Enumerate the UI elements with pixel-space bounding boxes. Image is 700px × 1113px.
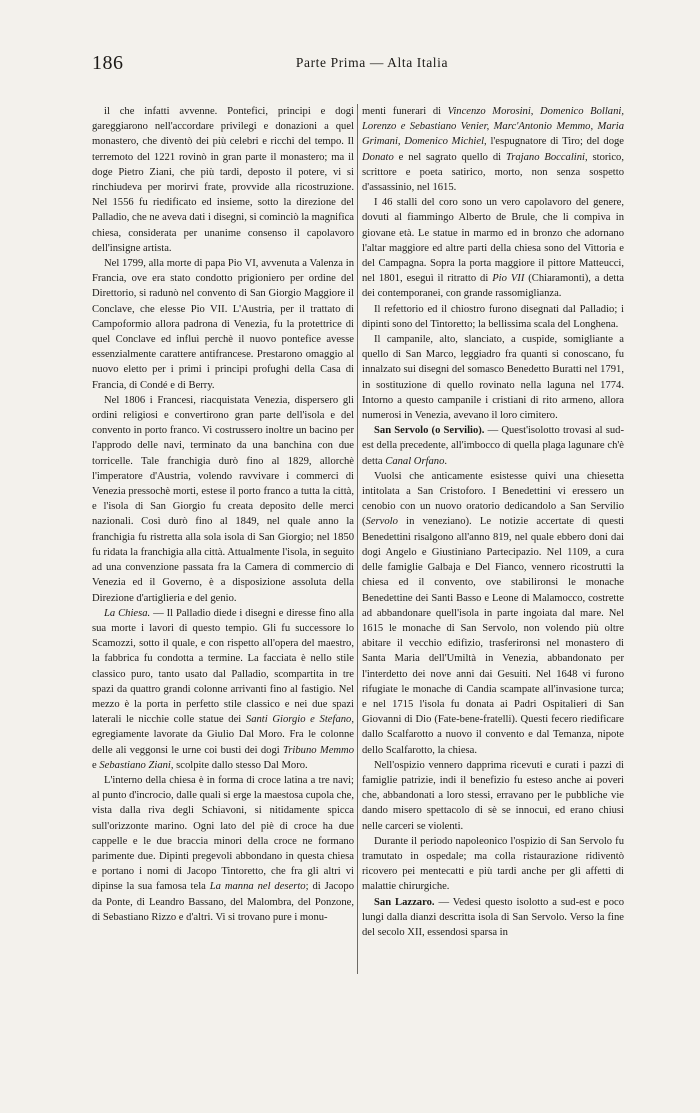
paragraph xyxy=(362,332,624,423)
text-run: , egregiamente lavorate da Giulio Dal Moro. Fra le colonne delle ali veggonsi le urne coi busti dei dogi xyxy=(92,714,354,756)
italic-text: Santi Giorgio e Stefano xyxy=(245,714,352,726)
paragraph xyxy=(92,773,354,925)
text-run: Vuolsi che anticamente esistesse quivi una chiesetta intitolata a San Cristoforo. I Benedettini vi eressero un cenobio con un nuovo oratorio dedicandolo a San Servilio ( xyxy=(362,470,624,528)
text-run: I 46 stalli del coro sono un vero capolavoro del genere, dovuti al fiammingo Alberto de Brule, che li compiva in giovane età. Le statue in marmo ed in bronzo che adornano l'altar maggiore ed altre parti della chiesa sono del Vittoria e del Campagna. Sopra la porta maggiore il pittore Matteucci, nel 1801, eseguì il ritratto di xyxy=(362,197,624,285)
italic-text: Canal Orfano xyxy=(385,455,445,467)
text-run: e nel sagrato quello di xyxy=(393,151,506,163)
paragraph xyxy=(362,195,624,301)
text-run: Nell'ospizio vennero dapprima ricevuti e curati i pazzi di famiglie patrizie, indi il benefizio fu esteso anche ai poveri che, abbandonati a loro stessi, erravano per le pubbliche vie dando misero spettacolo di sè se innocui, ed erano chiusi nelle carceri se violenti. xyxy=(362,759,624,832)
text-run: in veneziano). Le notizie accertate di questi Benedettini risalgono all'anno 819, nel quale ebbero doni dai dogi Angelo e Giustiniano Partecipazio. Nel 1109, a cura delle famiglie Galbaja e Del Fianco, vennero ricostrutti la chiesa ed il convento, ove stabilironsi le monache Benedettine dei Santi Basso e Leone di Malamocco, costrette ad abbandonare quell'isola in parte ingoiata dal mare. Nel 1615 le monache di San Servolo, non volendo più oltre abitare il vecchio edifizio, trasferironsi nel monastero di Santa Maria dell'Umiltà in Venezia, abbandonato per l'interdetto dei nove anni dai Gesuiti. Nel 1648 vi furono rifugiate le monache di Candia scampate all'invasione turca; e nel 1715 l'isola fu donata ai Padri Ospitalieri di San Giovanni di Dio (Fate-bene-fratelli). Questi fecero riedificare dallo Scalfarotto a nuovo il convento e dal Temanza, nipote dello Scalfarotto, la chiesa. xyxy=(362,516,624,756)
italic-text: Tribuno Memmo xyxy=(283,744,354,756)
text-run: — Vedesi questo isolotto a sud-est e poco lungi dalla dianzi descritta isola di San Servolo. Verso la fine del secolo XII, essendosi sparsa in xyxy=(362,896,624,938)
paragraph xyxy=(362,469,624,758)
text-run: menti funerari di xyxy=(362,106,448,117)
page-number: 186 xyxy=(92,52,124,74)
text-run: , l'espugnatore di Tiro; del doge xyxy=(484,136,624,148)
italic-text: Pio VII xyxy=(492,273,525,285)
paragraph xyxy=(92,606,354,773)
italic-text: Trajano Boccalini xyxy=(505,151,585,163)
text-run: — Quest'isolotto trovasi al sud-est della precedente, all'imbocco di quella plaga lagunare ch'è detta xyxy=(362,425,624,467)
paragraph xyxy=(362,895,624,941)
text-run: (Chiaramonti), a detta dei contemporanei, con grande rassomiglianza. xyxy=(362,273,624,300)
text-run: , storico, scrittore e poeta satirico, morto, non senza sospetto d'assassinio, nel 1615. xyxy=(362,151,624,194)
text-run: ; di Jacopo da Ponte, di Leandro Bassano, del Malombra, del Ponzone, di Sebastiano Rizzo e d'altri. Vi si trovano pure i monu- xyxy=(92,881,355,923)
italic-text: Vincenzo Morosini, Domenico Bollani, Lorenzo e Sebastiano Venier, Marc'Antonio Memmo, Maria Grimani, Domenico Michiel xyxy=(362,106,624,148)
section-heading: San Servolo (o Servilio). xyxy=(374,425,485,437)
paragraph xyxy=(92,393,354,606)
text-run: . xyxy=(444,455,448,467)
text-run: il che infatti avvenne. Pontefici, principi e dogi gareggiarono nell'accordare privilegi e donazioni a quel monastero, che diventò dei più celebri e ricchi del tempo. Il terremoto del 1221 rovinò in gran parte il monastero; ma il doge Pietro Ziani, che più tardi, deposto il potere, vi si rinchiudeva per morirvi frate, provvide alla ricostruzione. Nel 1556 fu riedificato ed insieme, sotto la direzione del Palladio, che ne aveva dati i disegni, si cominciò la magnifica chiesa, considerata per unanime consenso il capolavoro dell'insigne artista. xyxy=(92,106,354,254)
italic-text: La manna nel deserto xyxy=(209,881,306,893)
section-heading: San Lazzaro. xyxy=(374,896,435,908)
text-run: e xyxy=(92,759,100,771)
paragraph xyxy=(92,104,354,256)
right-column xyxy=(362,104,624,940)
paragraph xyxy=(362,302,624,332)
italic-text: Donato xyxy=(362,151,394,163)
paragraph xyxy=(362,758,624,834)
running-head: Parte Prima — Alta Italia xyxy=(295,55,449,70)
column-divider xyxy=(357,104,358,974)
text-run: Il refettorio ed il chiostro furono disegnati dal Palladio; i dipinti sono del Tintoretto; la bellissima scala del Longhena. xyxy=(362,303,624,330)
text-run: Nel 1806 i Francesi, riacquistata Venezia, dispersero gli ordini religiosi e convertirono gran parte dell'isola e del convento in porto franco. Vi costrussero inoltre un bacino per l'approdo delle navi, terminato da una banchina con due torricelle. Tale franchigia durò fino al 1829, allorchè l'imperatore d'Austria, volendo ravvivare i commerci di Venezia pressochè morti, estese il porto franco a tutta la città, e l'isola di San Giorgio fu creata deposito delle merci nazionali. Così durò fino al 1849, nel quale anno la franchigia fu ristretta alla sola isola di San Giorgio; nel 1850 fu ridata la franchigia alla città. Attualmente l'isola, in seguito ad una convenzione passata fra la Camera di commercio di Venezia ed il Governo, è a disposizione assoluta della Direzione d'artiglieria e del genio. xyxy=(92,394,354,604)
paragraph xyxy=(362,834,624,895)
paragraph xyxy=(362,423,624,469)
text-run: — Il Palladio diede i disegni e diresse fino alla sua morte i lavori di questo tempio. Gli fu successore lo Scamozzi, sotto il quale, e con rispetto all'opera del maestro, la fabbrica fu condotta a termine. La facciata è nello stile classico puro, tanto usato dal Palladio, scompartita in tre spazi da quattro grandi colonne arrivanti fino al fastigio. Nel mezzo è la porta in perfetto stile classico e nei due spazi laterali le nicchie colle statue dei xyxy=(92,607,354,726)
page-header xyxy=(92,52,612,76)
text-run: , scolpite dallo stesso Dal Moro. xyxy=(170,759,308,771)
paragraph xyxy=(362,104,624,195)
paragraph xyxy=(92,256,354,393)
text-run: Nel 1799, alla morte di papa Pio VI, avvenuta a Valenza in Francia, ove era stato condotto prigioniero per ordine del Direttorio, si radunò nel convento di San Giorgio Maggiore il Conclave, che elesse Pio VII. L'Austria, per il trattato di Campoformio allora padrona di Venezia, fu la protettrice di quel Conclave ed influì perchè il nuovo pontefice avesse essenzialmente carattere antifrancese. Prestarono omaggio al nuovo eletto per i primi i principi profughi della Casa di Francia, di Condé e di Berry. xyxy=(92,258,354,391)
italic-text: Servolo xyxy=(365,516,398,528)
italic-text: Sebastiano Ziani xyxy=(99,759,171,771)
italic-text: La Chiesa. xyxy=(104,607,151,619)
left-column xyxy=(92,104,354,925)
text-run: L'interno della chiesa è in forma di croce latina a tre navi; al punto d'incrocio, dalle quali si erge la maestosa cupola che, vista dalla riva degli Schiavoni, si nitidamente spicca sull'orizzonte marino. Ogni lato del piè di croce ha due cappelle e le due braccia minori della croce ne formano parimente due. Dipinti pregevoli abbondano in questa chiesa e portano i nomi di Jacopo Tintoretto, che fra gli altri vi dipinse la sua famosa tela xyxy=(92,774,354,893)
text-run: Il campanile, alto, slanciato, a cuspide, somigliante a quello di San Marco, leggiadro fra quanti si conoscano, fu innalzato sui disegni del somasco Benedetto Buratti nel 1791, in sostituzione di quello rovinato nella laguna nel 1774. Intorno a questo campanile i cristiani di rito armeno, allora numerosi in Venezia, avevano il loro cimitero. xyxy=(362,334,624,422)
text-run: Durante il periodo napoleonico l'ospizio di San Servolo fu tramutato in ospedale; ma colla ristaurazione ridiventò ricovero pei mentecatti e più tardi anche per gli affetti di malattie chirurgiche. xyxy=(362,835,624,893)
